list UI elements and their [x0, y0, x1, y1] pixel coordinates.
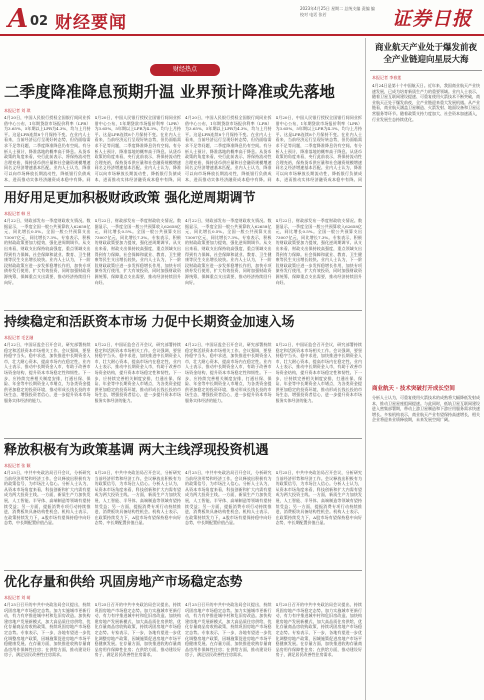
- article-5-col-2: 4月25日召开的中共中央政治局会议提出，持续巩固房地产市场稳定态势。加力实施城市更新行动，有力有序推进城中村和危旧房改造。加快构建房地产发展新模式，加大高品质住房供给，优化存量商品房收购政策，持续巩固房地产市场稳定态势。专家表示，下一步，各地有望进一步优化调整房地产政策，因城施策促进房地产市场平稳健康发展。在存量方面，加快推进收购存量商品房用作保障性住房；在供给方面，推动建设好房子，满足居民改善性住房需求。: [94, 602, 181, 658]
- article-1-col-2: 4月20日，中国人民银行授权全国银行间同业拆借中心公布，1年期贷款市场报价利率（LPR）为3.65%，5年期以上LPR为4.3%，均与上月持平。这是LPR连续8个月保持不变。在业内人士看来，当前经济运行呈现好转态势，但仍面临需求不足等问题，二季度降准降息仍有空间。有分析人士预计，降准落地的概率高于降息。从货币政策的角度来看，央行此前表示，将保持流动性合理充裕，保持货币供应量和社会融资规模增速同名义经济增速基本匹配。业内人士认为，降准可以向市场释放长期流动性，降低银行负债成本，进而推动实体经济融资成本稳中有降。同: [94, 115, 181, 182]
- divider: [4, 186, 362, 187]
- article-2-col-2: 4月22日，财政部发布一季度财政收支情况。数据显示，一季度全国一般公共预算收入62658亿元，同比增长0.5%。全国一般公共预算支出73007亿元，同比增长7.3%。专家表示，积极的财政政策要加力提效，强化逆周期调节。从支出来看，财政支出保持较高强度，重点领域支出得到有力保障。社会保障和就业、教育、卫生健康等民生支出增长较快。业内人士认为，下一阶段财政政策应进一步发挥稳增长作用，加快专项债券发行使用，扩大有效投资，同时加强财政资源统筹，保障重点支出需要，推动经济持续回升向好。: [94, 218, 181, 285]
- article-1-col-1: 4月20日，中国人民银行授权全国银行间同业拆借中心公布，1年期贷款市场报价利率（LPR）为3.65%，5年期以上LPR为4.3%，均与上月持平。这是LPR连续8个月保持不变。在业内人士看来，当前经济运行呈现好转态势，但仍面临需求不足等问题，二季度降准降息仍有空间。有分析人士预计，降准落地的概率高于降息。从货币政策的角度来看，央行此前表示，将保持流动性合理充裕，保持货币供应量和社会融资规模增速同名义经济增速基本匹配。业内人士认为，降准可以向市场释放长期流动性，降低银行负债成本，进而推动实体经济融资成本稳中有降。同: [4, 115, 91, 182]
- article-3-col-2: 4月22日，中国证监会召开会议，研究部署持续稳定和活跃资本市场相关工作。会议强调，要坚持稳字当头、稳中求进，加快推进中长期资金入市，壮大耐心资本，提高市场内在稳定性。业内人士表示，推动中长期资金入市，有助于改善市场资金结构，提升资本市场稳定性和韧性。下一步，应持续完善相关制度安排，打通社保、保险、年金等中长期资金入市堵点，为各类资金提供更加稳定的投资环境，推动形成长钱长投的市场生态，增强投资者信心，进一步提升资本市场服务实体经济的能力。: [94, 342, 181, 403]
- article-5-byline-wrap: [4, 595, 362, 601]
- issue-info: 2023年4月25日 星期二 总统支编 责编 编 校对 电话 张若: [300, 6, 375, 17]
- article-4-col-2: 4月25日，中共中央政治局召开会议，分析研究当前经济形势和经济工作。会议释放出积极有为的政策信号，为市场注入信心。分析人士认为，从资本市场角度来看，科技创新和扩大内需有望成为两大投资主线。一方面，新质生产力加快发展，人工智能、半导体、高端制造等领域有望持续受益；另一方面，提振消费专项行动持续推进，消费板块具备结构性机会。机构人士表示，在政策持续发力下，A股市场有望保持稳中向好态势，中长期配置价值凸显。: [94, 470, 181, 526]
- article-3-byline: 本报记者 毛艺融: [4, 335, 34, 340]
- article-2-col-3: 4月22日，财政部发布一季度财政收支情况。数据显示，一季度全国一般公共预算收入62658亿元，同比增长0.5%。全国一般公共预算支出73007亿元，同比增长7.3%。专家表示，积极的财政政策要加力提效，强化逆周期调节。从支出来看，财政支出保持较高强度，重点领域支出得到有力保障。社会保障和就业、教育、卫生健康等民生支出增长较快。业内人士认为，下一阶段财政政策应进一步发挥稳增长作用，加快专项债券发行使用，扩大有效投资，同时加强财政资源统筹，保障重点支出需要，推动经济持续回升向好。: [185, 218, 272, 285]
- article-4-headline[interactable]: 释放积极有为政策基调 两大主线浮现投资机遇: [4, 443, 269, 458]
- sidebar-byline: 本报记者 李春莲: [372, 75, 402, 80]
- article-2-col-1: 4月22日，财政部发布一季度财政收支情况。数据显示，一季度全国一般公共预算收入62658亿元，同比增长0.5%。全国一般公共预算支出73007亿元，同比增长7.3%。专家表示，积极的财政政策要加力提效，强化逆周期调节。从支出来看，财政支出保持较高强度，重点领域支出得到有力保障。社会保障和就业、教育、卫生健康等民生支出增长较快。业内人士认为，下一阶段财政政策应进一步发挥稳增长作用，加快专项债券发行使用，扩大有效投资，同时加强财政资源统筹，保障重点支出需要，推动经济持续回升向好。: [4, 218, 91, 285]
- article-1-col-3: 4月20日，中国人民银行授权全国银行间同业拆借中心公布，1年期贷款市场报价利率（LPR）为3.65%，5年期以上LPR为4.3%，均与上月持平。这是LPR连续8个月保持不变。在业内人士看来，当前经济运行呈现好转态势，但仍面临需求不足等问题，二季度降准降息仍有空间。有分析人士预计，降准落地的概率高于降息。从货币政策的角度来看，央行此前表示，将保持流动性合理充裕，保持货币供应量和社会融资规模增速同名义经济增速基本匹配。业内人士认为，降准可以向市场释放长期流动性，降低银行负债成本，进而推动实体经济融资成本稳中有降。同: [185, 115, 272, 182]
- page-letter: A: [8, 4, 29, 34]
- hot-tag: 财经热点: [150, 64, 220, 76]
- article-4-byline-wrap: [4, 463, 362, 469]
- masthead: [0, 0, 484, 36]
- article-5-col-3: 4月25日召开的中共中央政治局会议提出，持续巩固房地产市场稳定态势。加力实施城市更新行动，有力有序推进城中村和危旧房改造。加快构建房地产发展新模式，加大高品质住房供给，优化存量商品房收购政策，持续巩固房地产市场稳定态势。专家表示，下一步，各地有望进一步优化调整房地产政策，因城施策促进房地产市场平稳健康发展。在存量方面，加快推进收购存量商品房用作保障性住房；在供给方面，推动建设好房子，满足居民改善性住房需求。: [185, 602, 272, 658]
- article-4-col-1: 4月25日，中共中央政治局召开会议，分析研究当前经济形势和经济工作。会议释放出积极有为的政策信号，为市场注入信心。分析人士认为，从资本市场角度来看，科技创新和扩大内需有望成为两大投资主线。一方面，新质生产力加快发展，人工智能、半导体、高端制造等领域有望持续受益；另一方面，提振消费专项行动持续推进，消费板块具备结构性机会。机构人士表示，在政策持续发力下，A股市场有望保持稳中向好态势，中长期配置价值凸显。: [4, 470, 91, 526]
- sidebar-subheading: 商业航天 · 技术突破打开成长空间: [372, 386, 455, 392]
- article-4-body: [4, 470, 362, 566]
- article-4-headline-block: [4, 442, 362, 460]
- page-number: 02: [30, 14, 49, 29]
- article-5-headline[interactable]: 优化存量和供给 巩固房地产市场稳定态势: [4, 575, 243, 590]
- sidebar-body: 4月24日是第十个中国航天日。近年来，我国商业航天产业快速发展，已成为培育新质生产力的重要领域。业内人士表示，随着卫星互联网建设提速、可重复使用火箭技术不断突破，商业航天正处于爆发前夜，全产业链迎来重大发展机遇。从产业链看，商业航天涵盖卫星制造、火箭发射、地面设备和卫星运营服务等环节。随着政策支持力度加大、社会资本加速涌入，行业发展生态持续优化。: [372, 83, 480, 122]
- article-5-col-1: 4月25日召开的中共中央政治局会议提出，持续巩固房地产市场稳定态势。加力实施城市更新行动，有力有序推进城中村和危旧房改造。加快构建房地产发展新模式，加大高品质住房供给，优化存量商品房收购政策，持续巩固房地产市场稳定态势。专家表示，下一步，各地有望进一步优化调整房地产政策，因城施策促进房地产市场平稳健康发展。在存量方面，加快推进收购存量商品房用作保障性住房；在供给方面，推动建设好房子，满足居民改善性住房需求。: [4, 602, 91, 658]
- article-1-body: [4, 115, 362, 182]
- article-4-byline: 本报记者 张 颖: [4, 463, 31, 468]
- article-4-col-4: 4月25日，中共中央政治局召开会议，分析研究当前经济形势和经济工作。会议释放出积极有为的政策信号，为市场注入信心。分析人士认为，从资本市场角度来看，科技创新和扩大内需有望成为两大投资主线。一方面，新质生产力加快发展，人工智能、半导体、高端制造等领域有望持续受益；另一方面，提振消费专项行动持续推进，消费板块具备结构性机会。机构人士表示，在政策持续发力下，A股市场有望保持稳中向好态势，中长期配置价值凸显。: [275, 470, 362, 526]
- article-5-headline-block: [4, 574, 362, 592]
- article-1-byline: 本报记者 刘 琪: [4, 108, 31, 113]
- article-2-byline: 本报记者 韩 昱: [4, 211, 31, 216]
- article-1-byline-wrap: [4, 108, 362, 114]
- article-3-byline-wrap: [4, 335, 362, 341]
- article-5-col-4: 4月25日召开的中共中央政治局会议提出，持续巩固房地产市场稳定态势。加力实施城市更新行动，有力有序推进城中村和危旧房改造。加快构建房地产发展新模式，加大高品质住房供给，优化存量商品房收购政策，持续巩固房地产市场稳定态势。专家表示，下一步，各地有望进一步优化调整房地产政策，因城施策促进房地产市场平稳健康发展。在存量方面，加快推进收购存量商品房用作保障性住房；在供给方面，推动建设好房子，满足居民改善性住房需求。: [275, 602, 362, 658]
- article-1-headline[interactable]: 二季度降准降息预期升温 业界预计降准或先落地: [4, 83, 335, 101]
- article-1-col-4: 4月20日，中国人民银行授权全国银行间同业拆借中心公布，1年期贷款市场报价利率（LPR）为3.65%，5年期以上LPR为4.3%，均与上月持平。这是LPR连续8个月保持不变。在业内人士看来，当前经济运行呈现好转态势，但仍面临需求不足等问题，二季度降准降息仍有空间。有分析人士预计，降准落地的概率高于降息。从货币政策的角度来看，央行此前表示，将保持流动性合理充裕，保持货币供应量和社会融资规模增速同名义经济增速基本匹配。业内人士认为，降准可以向市场释放长期流动性，降低银行负债成本，进而推动实体经济融资成本稳中有降。同: [275, 115, 362, 182]
- divider: [4, 438, 362, 439]
- section-name: 财经要闻: [55, 13, 127, 33]
- article-5-byline: 本报记者 刘 萌: [4, 595, 31, 600]
- article-5-body: [4, 602, 362, 696]
- article-4-col-3: 4月25日，中共中央政治局召开会议，分析研究当前经济形势和经济工作。会议释放出积极有为的政策信号，为市场注入信心。分析人士认为，从资本市场角度来看，科技创新和扩大内需有望成为两大投资主线。一方面，新质生产力加快发展，人工智能、半导体、高端制造等领域有望持续受益；另一方面，提振消费专项行动持续推进，消费板块具备结构性机会。机构人士表示，在政策持续发力下，A股市场有望保持稳中向好态势，中长期配置价值凸显。: [185, 470, 272, 526]
- article-3-col-4: 4月22日，中国证监会召开会议，研究部署持续稳定和活跃资本市场相关工作。会议强调，要坚持稳字当头、稳中求进，加快推进中长期资金入市，壮大耐心资本，提高市场内在稳定性。业内人士表示，推动中长期资金入市，有助于改善市场资金结构，提升资本市场稳定性和韧性。下一步，应持续完善相关制度安排，打通社保、保险、年金等中长期资金入市堵点，为各类资金提供更加稳定的投资环境，推动形成长钱长投的市场生态，增强投资者信心，进一步提升资本市场服务实体经济的能力。: [275, 342, 362, 403]
- article-2-col-4: 4月22日，财政部发布一季度财政收支情况。数据显示，一季度全国一般公共预算收入62658亿元，同比增长0.5%。全国一般公共预算支出73007亿元，同比增长7.3%。专家表示，积极的财政政策要加力提效，强化逆周期调节。从支出来看，财政支出保持较高强度，重点领域支出得到有力保障。社会保障和就业、教育、卫生健康等民生支出增长较快。业内人士认为，下一阶段财政政策应进一步发挥稳增长作用，加快专项债券发行使用，扩大有效投资，同时加强财政资源统筹，保障重点支出需要，推动经济持续回升向好。: [275, 218, 362, 285]
- divider: [370, 70, 482, 71]
- sidebar-body-2: 分析人士认为，可重复使用火箭技术的成熟将大幅降低发射成本，推动卫星星座组网提速。与此同时，低轨卫星互联网建设进入密集部署期，带动上游卫星制造和下游应用服务需求快速增长。多家机构表示，商业航天产业有望保持高速增长，相关企业将迎来业绩释放期，未来发展空间广阔。: [372, 395, 480, 423]
- article-2-byline-wrap: [4, 211, 362, 217]
- paper-logo: 证券日报: [392, 8, 473, 30]
- article-2-headline-block: [4, 190, 362, 208]
- divider: [4, 570, 362, 571]
- article-3-headline[interactable]: 持续稳定和活跃资本市场 力促中长期资金加速入场: [4, 315, 295, 330]
- article-1-headline-block: [4, 82, 362, 102]
- article-2-body: [4, 218, 362, 306]
- divider: [4, 310, 362, 311]
- sidebar-headline[interactable]: 商业航天产业处于爆发前夜 全产业链迎向星辰大海: [374, 43, 477, 65]
- article-2-headline[interactable]: 用好用足更加积极财政政策 强化逆周期调节: [4, 191, 256, 206]
- article-3-headline-block: [4, 314, 362, 332]
- article-3-col-1: 4月22日，中国证监会召开会议，研究部署持续稳定和活跃资本市场相关工作。会议强调，要坚持稳字当头、稳中求进，加快推进中长期资金入市，壮大耐心资本，提高市场内在稳定性。业内人士表示，推动中长期资金入市，有助于改善市场资金结构，提升资本市场稳定性和韧性。下一步，应持续完善相关制度安排，打通社保、保险、年金等中长期资金入市堵点，为各类资金提供更加稳定的投资环境，推动形成长钱长投的市场生态，增强投资者信心，进一步提升资本市场服务实体经济的能力。: [4, 342, 91, 403]
- sidebar: [368, 38, 484, 700]
- article-3-col-3: 4月22日，中国证监会召开会议，研究部署持续稳定和活跃资本市场相关工作。会议强调，要坚持稳字当头、稳中求进，加快推进中长期资金入市，壮大耐心资本，提高市场内在稳定性。业内人士表示，推动中长期资金入市，有助于改善市场资金结构，提升资本市场稳定性和韧性。下一步，应持续完善相关制度安排，打通社保、保险、年金等中长期资金入市堵点，为各类资金提供更加稳定的投资环境，推动形成长钱长投的市场生态，增强投资者信心，进一步提升资本市场服务实体经济的能力。: [185, 342, 272, 403]
- article-3-body: [4, 342, 362, 434]
- main-content: [0, 38, 366, 700]
